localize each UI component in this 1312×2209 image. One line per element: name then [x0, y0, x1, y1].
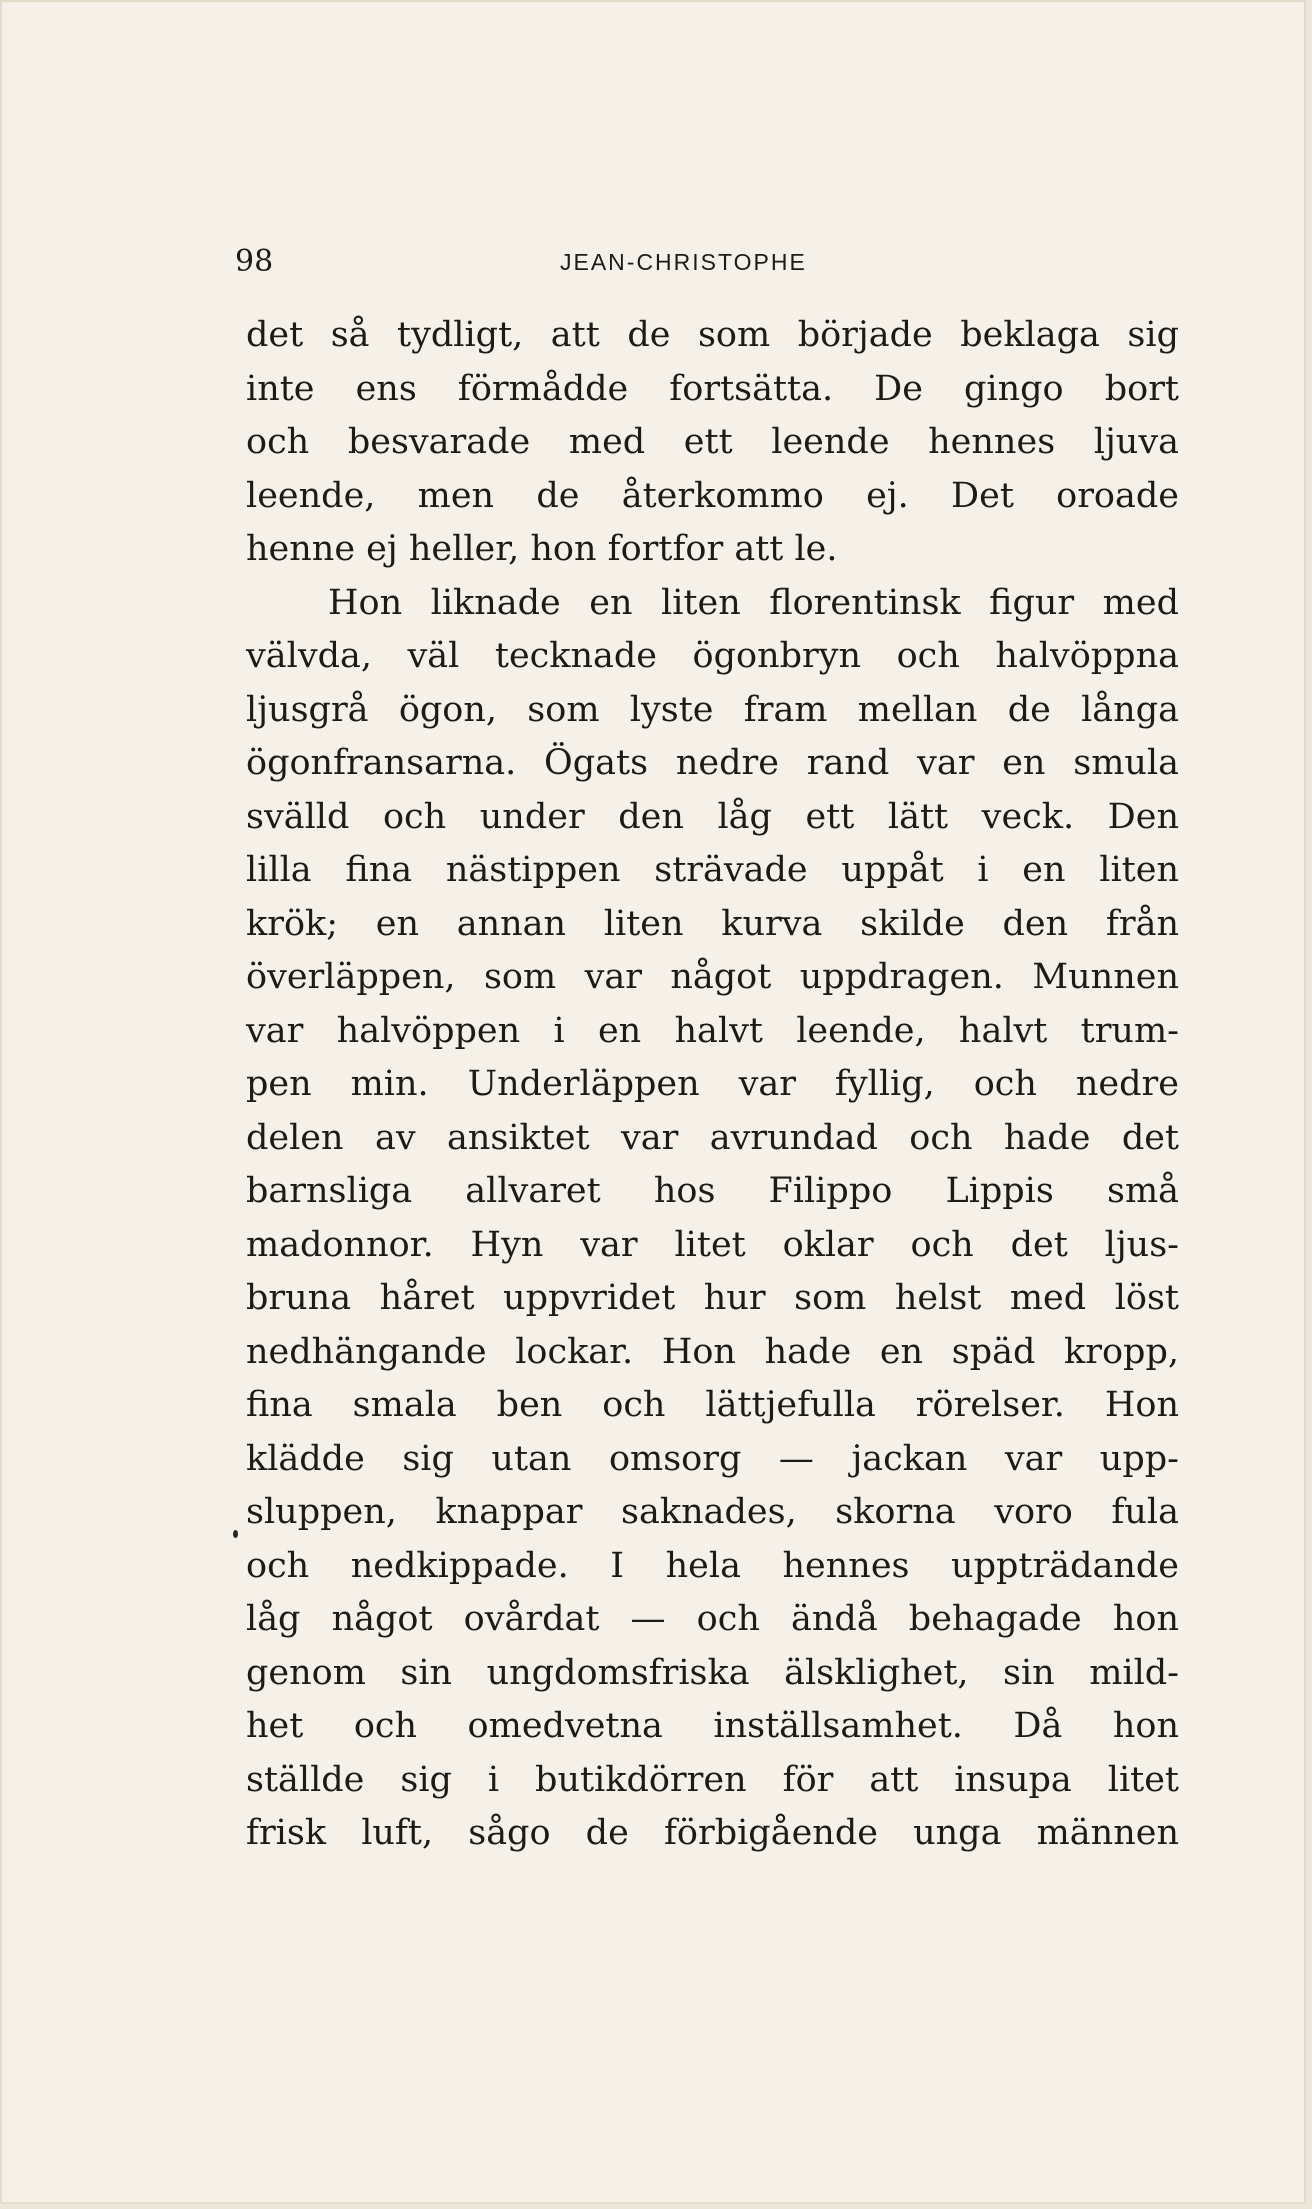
- text-line: bruna håret uppvridet hur som helst med löst: [246, 1278, 1179, 1318]
- text-line: madonnor. Hyn var litet oklar och det ljus-: [246, 1224, 1179, 1265]
- text-line: ställde sig i butikdörren för att insupa litet: [246, 1759, 1179, 1800]
- text-line: genom sin ungdomsfriska älsklighet, sin mild-: [246, 1652, 1179, 1693]
- text-line: Hon liknade en liten florentinsk figur med: [328, 582, 1179, 623]
- text-line: inte ens förmådde fortsätta. De gingo bort: [246, 368, 1179, 409]
- page-number: 98: [235, 244, 274, 279]
- text-line: delen av ansiktet var avrundad och hade det: [246, 1117, 1179, 1158]
- text-line: låg något ovårdat — och ändå behagade hon: [246, 1599, 1179, 1639]
- text-line: henne ej heller, hon fortfor att le.: [246, 529, 838, 569]
- text-line: och nedkippade. I hela hennes uppträdande: [246, 1545, 1179, 1586]
- text-line: det så tydligt, att de som började beklaga sig: [246, 315, 1179, 355]
- text-line: svälld och under den låg ett lätt veck. Den: [246, 796, 1179, 837]
- text-line: het och omedvetna inställsamhet. Då hon: [246, 1706, 1179, 1746]
- text-line: ljusgrå ögon, som lyste fram mellan de långa: [246, 689, 1179, 730]
- text-line: lilla fina nästippen strävade uppåt i en liten: [246, 850, 1179, 890]
- text-line: barnsliga allvaret hos Filippo Lippis små: [246, 1171, 1179, 1211]
- text-line: välvda, väl tecknade ögonbryn och halvöppna: [246, 636, 1179, 676]
- text-line: nedhängande lockar. Hon hade en späd kropp,: [246, 1331, 1179, 1372]
- text-line: leende, men de återkommo ej. Det oroade: [246, 475, 1179, 516]
- page-header: [235, 242, 1070, 282]
- text-line: krök; en annan liten kurva skilde den från: [246, 903, 1179, 944]
- margin-speck: [233, 1530, 238, 1538]
- text-line: klädde sig utan omsorg — jackan var upp-: [246, 1438, 1179, 1479]
- running-title: JEAN-CHRISTOPHE: [560, 249, 807, 275]
- text-line: fina smala ben och lättjefulla rörelser. Hon: [246, 1385, 1179, 1425]
- text-line: sluppen, knappar saknades, skorna voro fula: [246, 1492, 1179, 1532]
- text-line: och besvarade med ett leende hennes ljuva: [246, 422, 1179, 462]
- text-line: överläppen, som var något uppdragen. Munnen: [246, 957, 1179, 997]
- text-line: pen min. Underläppen var fyllig, och nedre: [246, 1064, 1179, 1104]
- body-text: [246, 309, 1179, 1861]
- text-line: ögonfransarna. Ögats nedre rand var en smula: [246, 743, 1179, 783]
- text-line: frisk luft, sågo de förbigående unga männen: [246, 1813, 1179, 1853]
- text-line: var halvöppen i en halvt leende, halvt trum-: [246, 1010, 1179, 1051]
